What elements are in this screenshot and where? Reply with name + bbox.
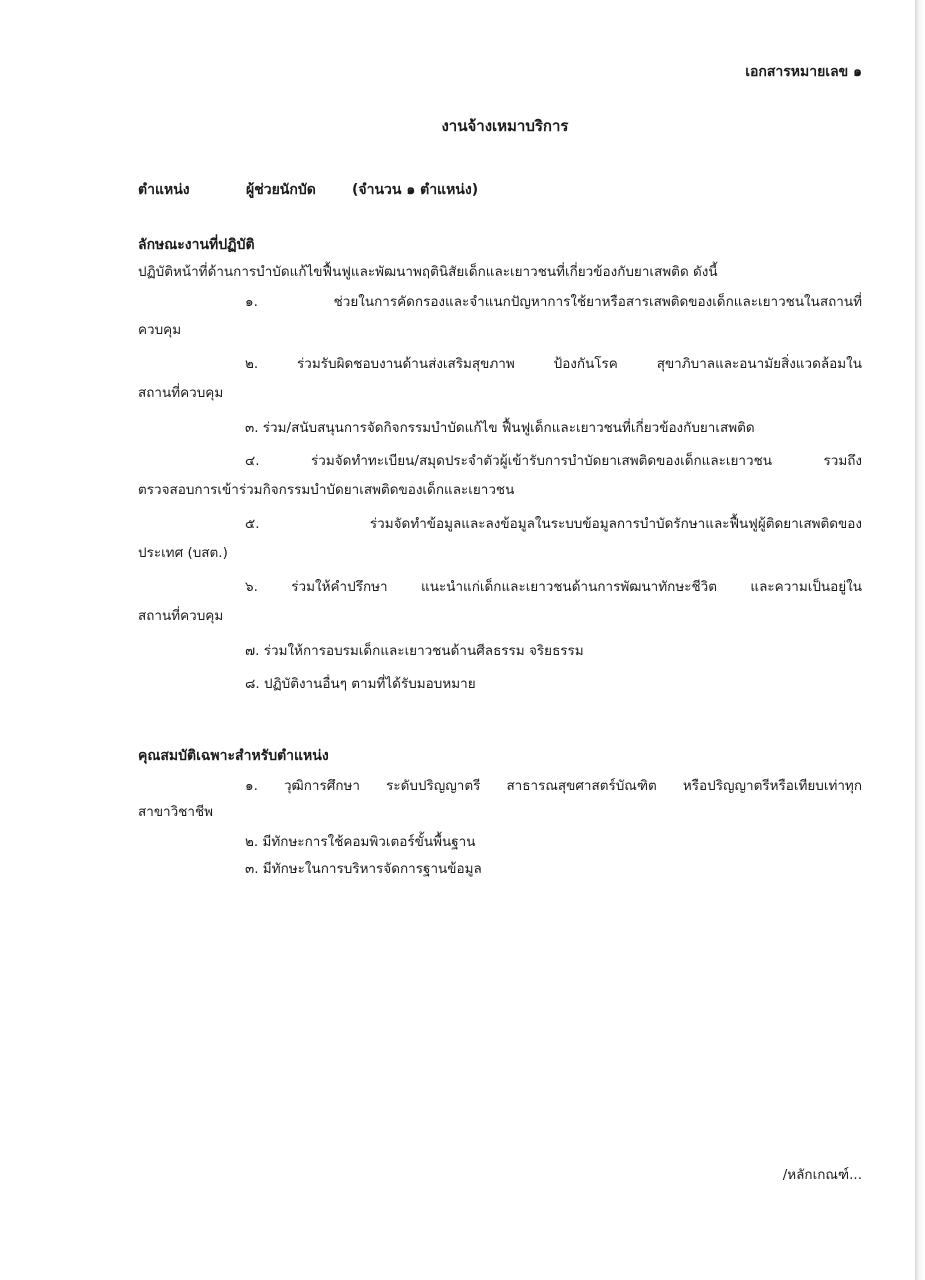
position-label: ตำแหน่ง — [138, 182, 190, 198]
duty-item-2: ๒. ร่วมรับผิดชอบงานด้านส่งเสริมสุขภาพ ป้องกันโรค สุขาภิบาลและอนามัยสิ่งแวดล้อมใน — [245, 356, 862, 372]
duty-item-6: ๖. ร่วมให้คำปรึกษา แนะนำแก่เด็กและเยาวชนด้านการพัฒนาทักษะชีวิต และความเป็นอยู่ใน — [245, 579, 862, 595]
duty-item-3: ๓. ร่วม/สนับสนุนการจัดกิจกรรมบำบัดแก้ไข ฟื้นฟูเด็กและเยาวชนที่เกี่ยวข้องกับยาเสพติด — [245, 420, 755, 436]
duty-item-4: ๔. ร่วมจัดทำทะเบียน/สมุดประจำตัวผู้เข้ารับการบำบัดยาเสพติดของเด็กและเยาวชน รวมถึง — [245, 453, 862, 469]
document-number: เอกสารหมายเลข ๑ — [745, 64, 862, 80]
continuation-note: /หลักเกณฑ์... — [782, 1167, 862, 1183]
qualifications-heading: คุณสมบัติเฉพาะสำหรับตำแหน่ง — [138, 748, 329, 764]
qualification-item-3: ๓. มีทักษะในการบริหารจัดการฐานข้อมูล — [245, 861, 482, 877]
duties-intro: ปฏิบัติหน้าที่ด้านการบำบัดแก้ไขฟื้นฟูและพัฒนาพฤตินิสัยเด็กและเยาวชนที่เกี่ยวข้องกับยาเสพติด ดังนี้ — [138, 264, 718, 280]
duty-item-1-cont: ควบคุม — [138, 322, 182, 338]
duties-heading: ลักษณะงานที่ปฏิบัติ — [138, 237, 255, 253]
duty-item-5-cont: ประเทศ (บสต.) — [138, 545, 228, 561]
document-title: งานจ้างเหมาบริการ — [441, 117, 569, 135]
duty-item-2-cont: สถานที่ควบคุม — [138, 385, 224, 401]
position-count: (จำนวน ๑ ตำแหน่ง) — [352, 182, 479, 198]
duty-item-8: ๘. ปฏิบัติงานอื่นๆ ตามที่ได้รับมอบหมาย — [245, 676, 476, 692]
qualification-item-1: ๑. วุฒิการศึกษา ระดับปริญญาตรี สาธารณสุขศาสตร์บัณฑิต หรือปริญญาตรีหรือเทียบเท่าทุก — [245, 778, 862, 794]
qualification-item-1-cont: สาขาวิชาชีพ — [138, 804, 214, 820]
qualification-item-2: ๒. มีทักษะการใช้คอมพิวเตอร์ขั้นพื้นฐาน — [245, 834, 476, 850]
position-value: ผู้ช่วยนักบัด — [246, 182, 316, 198]
page-edge-shadow — [915, 0, 925, 1280]
duty-item-4-cont: ตรวจสอบการเข้าร่วมกิจกรรมบำบัดยาเสพติดของเด็กและเยาวชน — [138, 482, 515, 498]
duty-item-6-cont: สถานที่ควบคุม — [138, 608, 224, 624]
duty-item-1: ๑. ช่วยในการคัดกรองและจำแนกปัญหาการใช้ยาหรือสารเสพติดของเด็กและเยาวชนในสถานที่ — [245, 294, 862, 310]
duty-item-5: ๕. ร่วมจัดทำข้อมูลและลงข้อมูลในระบบข้อมูลการบำบัดรักษาและฟื้นฟูผู้ติดยาเสพติดของ — [245, 516, 862, 532]
duty-item-7: ๗. ร่วมให้การอบรมเด็กและเยาวชนด้านศีลธรรม จริยธรรม — [245, 643, 584, 659]
